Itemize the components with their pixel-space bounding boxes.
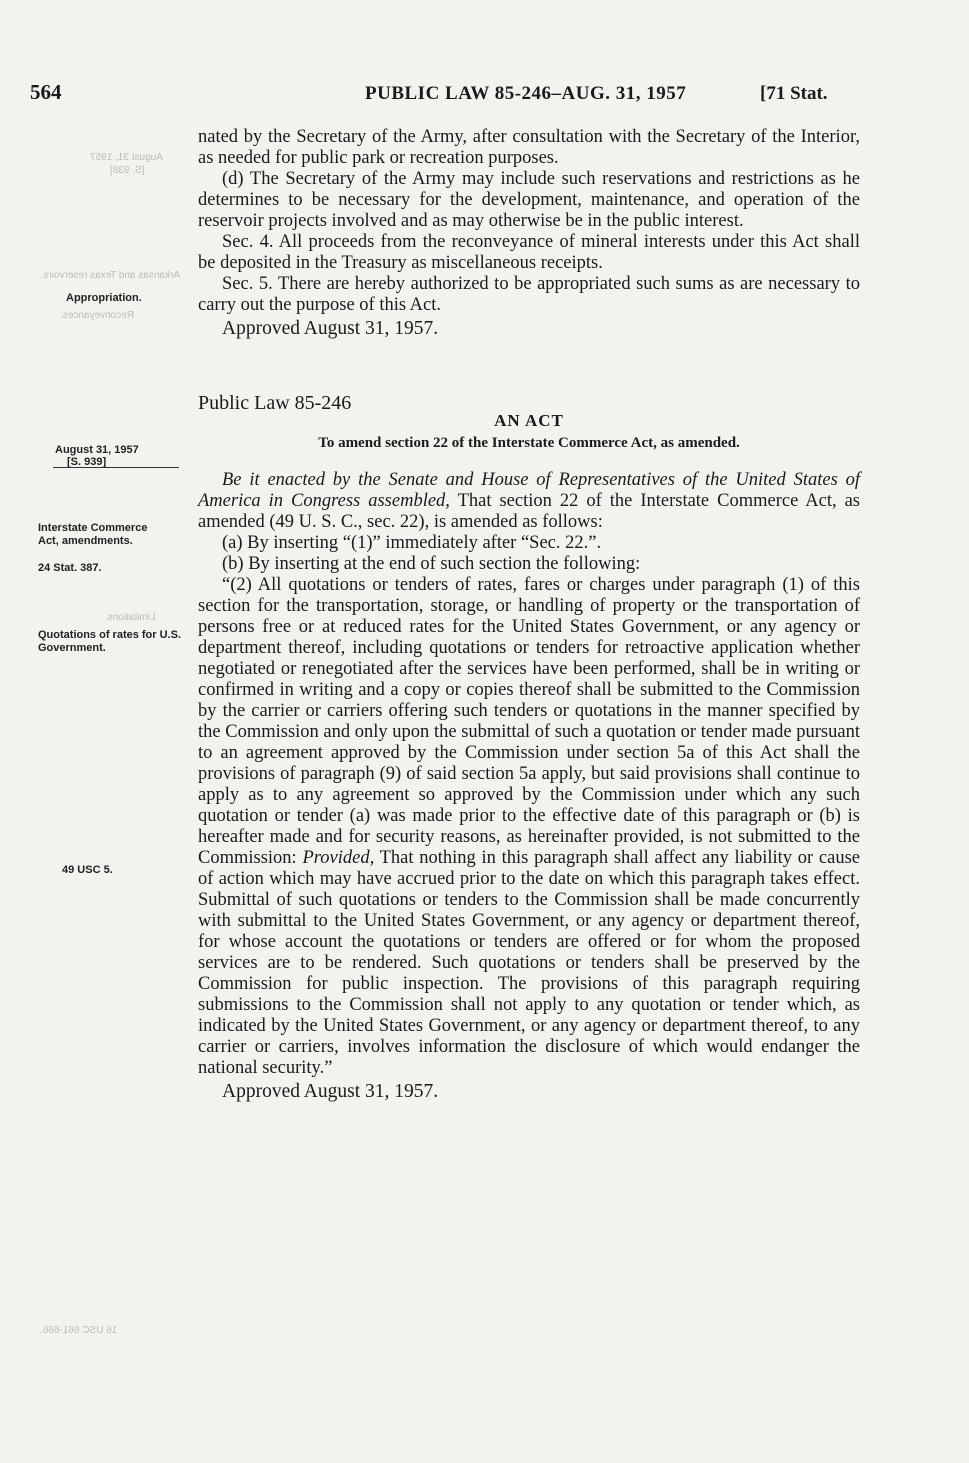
paragraph-2	[198, 575, 860, 1079]
section-label: Sec. 4.	[222, 232, 274, 252]
margin-note-appropriation: Appropriation.	[66, 292, 142, 304]
margin-note-date: August 31, 1957	[55, 444, 139, 456]
margin-note-interstate: Interstate Commerce Act, amendments.	[38, 522, 148, 547]
enacting-clause	[198, 470, 860, 533]
ghost-note: [S. 938]	[110, 165, 145, 176]
item-b: (b) By inserting at the end of such section the following:	[222, 554, 641, 574]
margin-note-stat-ref: 24 Stat. 387.	[38, 562, 102, 574]
section-4	[198, 232, 860, 274]
margin-note-bill: [S. 939]	[67, 456, 107, 468]
public-law-heading: Public Law 85-246	[198, 392, 352, 414]
margin-note-quotations: Quotations of rates for U.S. Government.	[38, 629, 182, 654]
statute-reference: [71 Stat.	[760, 83, 828, 104]
ghost-note: Limitations.	[105, 612, 156, 623]
page-header	[30, 80, 930, 110]
page-number: 564	[30, 80, 62, 104]
running-title: PUBLIC LAW 85-246–AUG. 31, 1957	[365, 83, 687, 104]
paragraph-2-end: That nothing in this paragraph shall affect any liability or cause of action which may have accrued prior to the date on which this paragraph takes effect. Submittal of such quotations or tenders to the Commission shall be made concurrently with submittal to the United States Government, or any agency or department thereof, for whose account the quotations or tenders are offered or for whom the proposed services are to be rendered. Such quotations or tenders shall be preserved by the Commission for public inspection. The provisions of this paragraph requiring submissions to the Commission shall not apply to any quotation or tender which, as indicated by the United States Government, or any agency or department thereof, to any carrier or carriers, involves information the disclosure of which would endanger the national security.”	[198, 848, 860, 1078]
approval-line: Approved August 31, 1957.	[222, 318, 439, 339]
enacting-italic: Be it enacted by the Senate and House of Representatives of the United States of America in Congress assembled,	[198, 470, 860, 511]
ghost-note: Reconveyances.	[60, 310, 134, 321]
provided-italic: Provided,	[302, 848, 375, 868]
body-text	[198, 127, 860, 1102]
act-title: To amend section 22 of the Interstate Commerce Act, as amended.	[318, 435, 740, 451]
paragraph: nated by the Secretary of the Army, after consultation with the Secretary of the Interior, as needed for public park or recreation purposes.	[198, 127, 860, 168]
margin-note-usc: 49 USC 5.	[62, 864, 113, 876]
ghost-note: August 31, 1957	[90, 152, 163, 163]
section-label: Sec. 5.	[222, 274, 273, 294]
approval-line: Approved August 31, 1957.	[222, 1081, 439, 1102]
paragraph: (d) The Secretary of the Army may include such reservations and restrictions as he determines to be necessary for the development, maintenance, and operation of the reservoir projects involved and as may otherwise be in the public interest.	[198, 169, 860, 231]
ghost-note: Arkansas and Texas reservoirs.	[40, 270, 180, 281]
ghost-note: 16 USC 661-666.	[40, 1325, 118, 1336]
section-5	[198, 274, 860, 316]
enacting-rest: That section 22 of the Interstate Commerce Act, as amended (49 U. S. C., sec. 22), is amended as follows:	[198, 491, 860, 532]
paragraph-2-start: “(2) All quotations or tenders of rates, fares or charges under paragraph (1) of this section for the transportation, storage, or handling of property or the transportation of persons free or at reduced rates for the United States Government, or any agency or department thereof, including quotations or tenders for retroactive application whether negotiated or renegotiated after the services have been performed, shall be in writing or confirmed in writing and a copy or copies thereof shall be submitted to the Commission by the carrier or carriers offering such tenders or quotations in the manner specified by the Commission and only upon the submittal of such a quotation or tender made pursuant to an agreement approved by the Commission under section 5a of this Act shall the provisions of paragraph (9) of said section 5a apply, but said provisions shall continue to apply as to any agreement so approved by the Commission under which any such quotation or tender (a) was made prior to the effective date of this paragraph or (b) is hereafter made and for security reasons, as hereinafter provided, is not submitted to the Commission:	[198, 575, 860, 868]
section-text: All proceeds from the reconveyance of mineral interests under this Act shall be deposited in the Treasury as miscellaneous receipts.	[198, 232, 860, 273]
section-text: There are hereby authorized to be appropriated such sums as are necessary to carry out the purpose of this Act.	[198, 274, 860, 315]
item-a: (a) By inserting “(1)” immediately after “Sec. 22.”.	[222, 533, 602, 553]
an-act-heading: AN ACT	[494, 411, 564, 430]
margin-rule	[53, 467, 179, 468]
